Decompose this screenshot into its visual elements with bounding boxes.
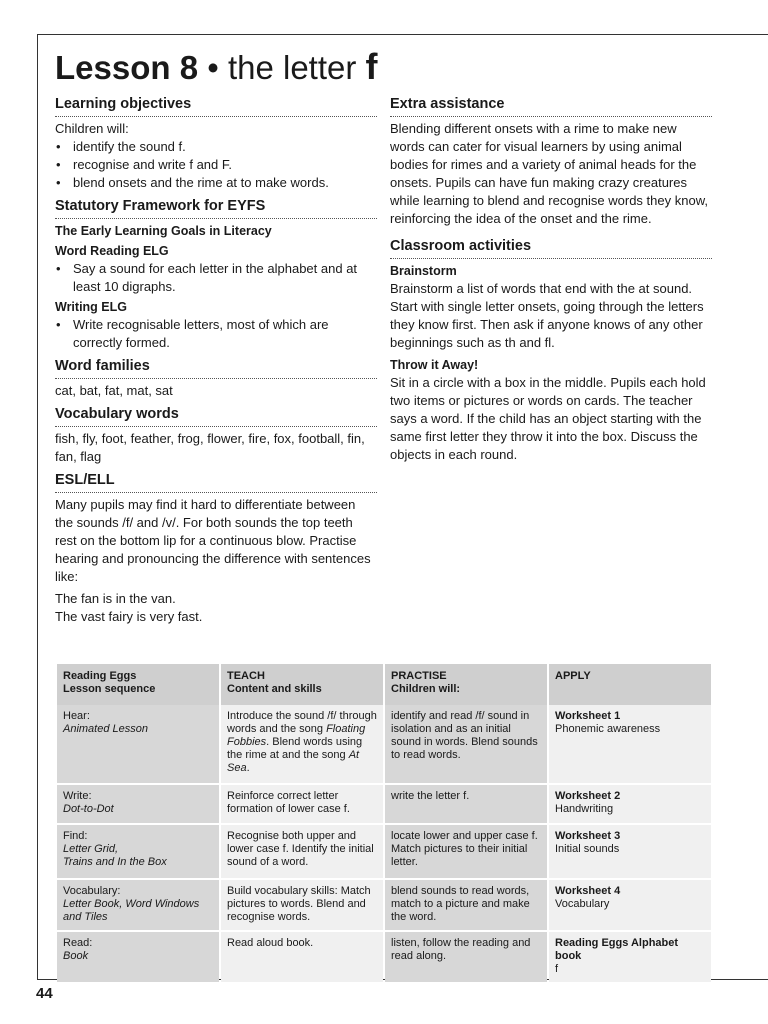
writing-list [55, 316, 377, 352]
list-item: • identify the sound f. [55, 138, 377, 156]
cell-sequence: Write: Dot-to-Dot [57, 783, 219, 823]
extra-assistance-heading: Extra assistance [390, 95, 712, 117]
statutory-subheading-literacy: The Early Learning Goals in Literacy [55, 224, 272, 238]
cell-practise: locate lower and upper case f. Match pictures to their initial letter. [385, 823, 547, 878]
title-separator: • [198, 49, 228, 86]
brainstorm-text: Brainstorm a list of words that end with the at sound. Start with single letter onsets, going through the letters they know first. Then ask if anyone knows of any other beginnings such as th and fl. [390, 281, 704, 350]
title-topic: the letter [227, 49, 366, 86]
cell-sequence: Find: Letter Grid, Trains and In the Box [57, 823, 219, 878]
cell-apply: Worksheet 2 Handwriting [549, 783, 711, 823]
list-item: • blend onsets and the rime at to make words. [55, 174, 377, 192]
table-header-row [57, 664, 711, 705]
table-row [57, 930, 711, 982]
statutory-subheading-writing: Writing ELG [55, 300, 127, 314]
lesson-sequence-table [55, 664, 713, 982]
throw-it-away-text: Sit in a circle with a box in the middle. Pupils each hold two items or pictures or words on cards. The teacher says a word. If the child has an object starting with the same first letter they throw it into the box. Discuss the objects in each round. [390, 375, 706, 462]
learning-objectives-heading: Learning objectives [55, 95, 377, 117]
right-column [390, 95, 712, 469]
left-column [55, 95, 377, 631]
esl-example-1: The fan is in the van. [55, 591, 176, 606]
extra-assistance-text: Blending different onsets with a rime to make new words can cater for visual learners by using animal bodies for rimes and a variety of animal heads for the onsets. Pupils can have fun making crazy creatures while learning to blend and recognise words they know, reinforcing the idea of the onset and the rime. [390, 121, 708, 226]
table-row [57, 783, 711, 823]
throw-it-away-heading: Throw it Away! [390, 358, 479, 372]
cell-teach: Read aloud book. [221, 930, 383, 982]
cell-sequence: Hear: Animated Lesson [57, 705, 219, 783]
title-lesson: Lesson 8 [55, 49, 199, 86]
header-practise: PRACTISE Children will: [385, 664, 547, 705]
learning-objectives-section [55, 95, 377, 192]
extra-assistance-section [390, 95, 712, 228]
header-lesson-sequence: Reading Eggs Lesson sequence [57, 664, 219, 705]
word-reading-list [55, 260, 377, 296]
esl-heading: ESL/ELL [55, 471, 377, 493]
cell-apply: Reading Eggs Alphabet book f [549, 930, 711, 982]
header-teach: TEACH Content and skills [221, 664, 383, 705]
title-letter: f [365, 46, 378, 87]
cell-sequence: Read: Book [57, 930, 219, 982]
table-row [57, 878, 711, 930]
cell-sequence: Vocabulary: Letter Book, Word Windows and Tiles [57, 878, 219, 930]
cell-apply: Worksheet 4 Vocabulary [549, 878, 711, 930]
vocabulary-text: fish, fly, foot, feather, frog, flower, fire, fox, football, fin, fan, flag [55, 431, 365, 464]
learning-objectives-list [55, 138, 377, 192]
cell-practise: blend sounds to read words, match to a picture and make the word. [385, 878, 547, 930]
classroom-activities-section [390, 237, 712, 464]
brainstorm-heading: Brainstorm [390, 264, 457, 278]
word-families-heading: Word families [55, 357, 377, 379]
cell-practise: write the letter f. [385, 783, 547, 823]
vocabulary-heading: Vocabulary words [55, 405, 377, 427]
page-number: 44 [36, 985, 53, 1002]
list-item: • recognise and write f and F. [55, 156, 377, 174]
vocabulary-section [55, 405, 377, 466]
learning-objectives-intro: Children will: [55, 121, 129, 136]
cell-teach: Introduce the sound /f/ through words and the song Floating Fobbies. Blend words using the rime at and the song At Sea. [221, 705, 383, 783]
cell-teach: Reinforce correct letter formation of lower case f. [221, 783, 383, 823]
esl-example-2: The vast fairy is very fast. [55, 609, 203, 624]
cell-practise: listen, follow the reading and read along. [385, 930, 547, 982]
esl-text: Many pupils may find it hard to differentiate between the sounds /f/ and /v/. For both sounds the top teeth rest on the bottom lip for a continuous blow. Practise hearing and pronouncing the difference with sentences like: [55, 497, 371, 584]
cell-practise: identify and read /f/ sound in isolation and as an initial sound in words. Blend sounds to read words. [385, 705, 547, 783]
statutory-heading: Statutory Framework for EYFS [55, 197, 377, 219]
statutory-subheading-word-reading: Word Reading ELG [55, 244, 169, 258]
page-title [55, 44, 378, 91]
esl-section [55, 471, 377, 626]
cell-apply: Worksheet 3 Initial sounds [549, 823, 711, 878]
list-item: • Say a sound for each letter in the alphabet and at least 10 digraphs. [55, 260, 377, 296]
classroom-activities-heading: Classroom activities [390, 237, 712, 259]
table-row [57, 823, 711, 878]
table-row [57, 705, 711, 783]
header-apply: APPLY [549, 664, 711, 705]
cell-teach: Build vocabulary skills: Match pictures to words. Blend and recognise words. [221, 878, 383, 930]
list-item: • Write recognisable letters, most of which are correctly formed. [55, 316, 377, 352]
statutory-section [55, 197, 377, 352]
cell-apply: Worksheet 1 Phonemic awareness [549, 705, 711, 783]
word-families-text: cat, bat, fat, mat, sat [55, 383, 173, 398]
cell-teach: Recognise both upper and lower case f. Identify the initial sound of a word. [221, 823, 383, 878]
word-families-section [55, 357, 377, 400]
